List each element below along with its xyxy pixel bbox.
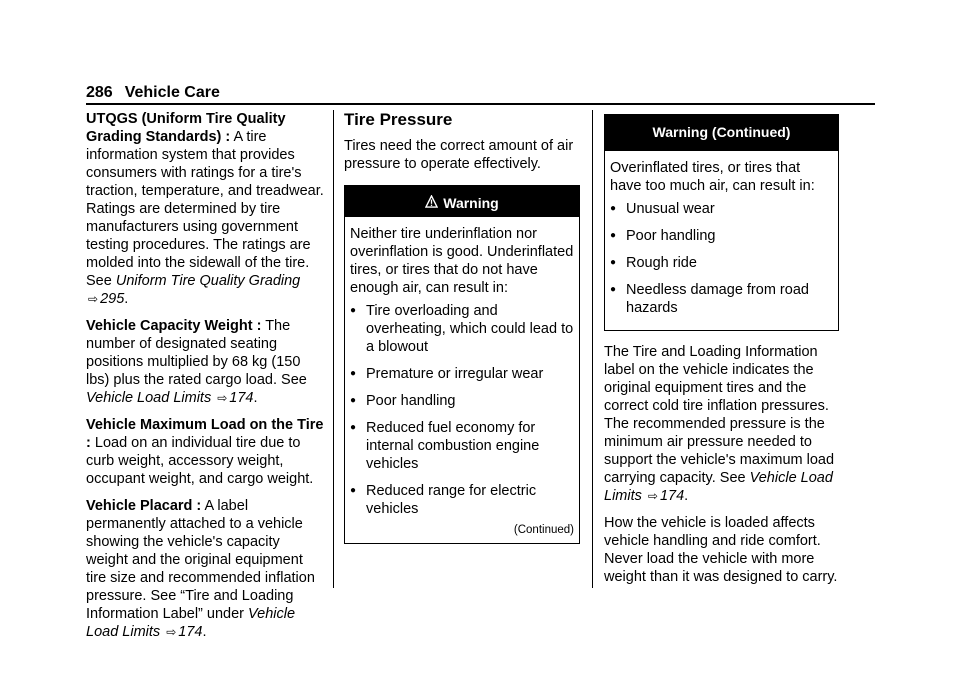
warning-box-continued [604,114,839,331]
warning-list-item [350,365,574,383]
warning-body [605,151,838,330]
punctuation: . [124,291,129,307]
bullet-icon: ● [350,395,357,406]
glossary-entry-utqgs [86,110,324,308]
punctuation: . [253,390,258,406]
warning-list-item [610,200,833,218]
list-item-text: Poor handling [366,393,456,409]
section-heading: Tire Pressure [344,110,453,129]
warning-intro: Neither tire underinflation nor overinflation is good. Underinflated tires, or tires that do not have enough air, can result in: [350,226,574,296]
glossary-text: A label permanently attached to a vehicle showing the vehicle's capacity weight and the original equipment tire size and recommended inflation pressure. See “Tire and Loading Information Label” under [86,498,315,622]
list-item-text: Tire overloading and overheating, which could lead to a blowout [366,303,574,355]
warning-intro: Overinflated tires, or tires that have too much air, can result in: [610,160,815,194]
warning-body [345,217,579,543]
page-ref-arrow-icon: ⇨ [217,391,228,405]
list-item-text: Needless damage from road hazards [626,282,809,316]
glossary-text: The number of designated seating positions multiplied by 68 kg (150 lbs) plus the rated cargo load. See [86,318,307,388]
page-reference[interactable]: 174 [178,624,203,640]
glossary-entry-capacity-weight [86,317,324,407]
warning-list-item [350,302,574,356]
header-rule [86,103,875,105]
page-ref-arrow-icon: ⇨ [88,292,99,306]
column-divider-2 [592,110,593,588]
warning-title: Warning [443,195,499,211]
list-item-text: Rough ride [626,255,697,271]
glossary-term: Vehicle Capacity Weight : [86,318,262,334]
page-number: 286 [86,84,113,101]
warning-list [610,200,833,317]
cross-reference-link[interactable]: Vehicle Load Limits [86,606,296,640]
column-tire-pressure-continued [604,114,839,595]
warning-list-item [610,281,833,317]
warning-list-item [610,227,833,245]
page-ref-arrow-icon: ⇨ [166,625,177,639]
warning-header: Warning (Continued) [605,115,838,151]
bullet-icon: ● [610,230,617,241]
punctuation: . [202,624,207,640]
page-reference[interactable]: 174 [659,488,685,504]
punctuation: . [684,488,689,504]
glossary-entry-max-load [86,416,324,488]
cross-reference-link[interactable]: Uniform Tire Quality Grading [115,273,301,289]
bullet-icon: ● [610,257,617,268]
bullet-icon: ● [610,284,617,295]
glossary-text: A tire information system that provides consumers with ratings for a tire's traction, temperature, and treadwear. Ratings are determined by tire manufacturers using government testing procedures. The ratings are molded into the sidewall of the tire. See [86,129,324,289]
glossary-term: UTQGS (Uniform Tire Quality Grading Standards) : [86,111,286,145]
cross-reference-link[interactable]: Vehicle Load Limits [604,470,833,504]
warning-list-item [610,254,833,272]
cross-reference-link[interactable]: Vehicle Load Limits [86,390,212,406]
bullet-icon: ● [610,203,617,214]
warning-list-item [350,419,574,473]
continued-label: (Continued) [513,524,574,536]
bullet-icon: ● [350,422,357,433]
list-item-text: Reduced range for electric vehicles [366,483,537,517]
paragraph-text: The Tire and Loading Information label on the vehicle indicates the original equipment tires and the correct cold tire inflation pressures. The recommended pressure is the minimum air pressure needed to support the vehicle's maximum load carrying capacity. See [604,344,835,486]
glossary-text: Load on an individual tire due to curb weight, accessory weight, occupant weight, and cargo weight. [86,435,314,487]
bullet-icon: ● [350,305,357,316]
warning-list-item [350,392,574,410]
warning-header [345,186,579,217]
page-reference[interactable]: 295 [100,291,125,307]
list-item-text: Premature or irregular wear [366,366,544,382]
bullet-icon: ● [350,368,357,379]
intro-paragraph: Tires need the correct amount of air pressure to operate effectively. [344,138,574,172]
label-paragraph [604,343,839,505]
column-tire-pressure [344,111,580,544]
glossary-term: Vehicle Maximum Load on the Tire : [86,417,324,451]
list-item-text: Reduced fuel economy for internal combustion engine vehicles [366,420,540,472]
list-item-text: Poor handling [626,228,716,244]
glossary-term: Vehicle Placard : [86,498,202,514]
column-divider-1 [333,110,334,588]
page-reference[interactable]: 174 [229,390,254,406]
glossary-entry-placard [86,497,324,641]
column-glossary [86,110,324,650]
warning-box [344,185,580,544]
section-title: Vehicle Care [124,84,220,101]
warning-list [350,302,574,518]
page-ref-arrow-icon: ⇨ [647,489,658,503]
bullet-icon: ● [350,485,357,496]
warning-triangle-icon [425,195,438,213]
loading-paragraph: How the vehicle is loaded affects vehicle handling and ride comfort. Never load the vehicle with more weight than it was designed to carry. [604,515,838,585]
list-item-text: Unusual wear [626,201,715,217]
page-header [86,84,220,102]
warning-list-item [350,482,574,518]
